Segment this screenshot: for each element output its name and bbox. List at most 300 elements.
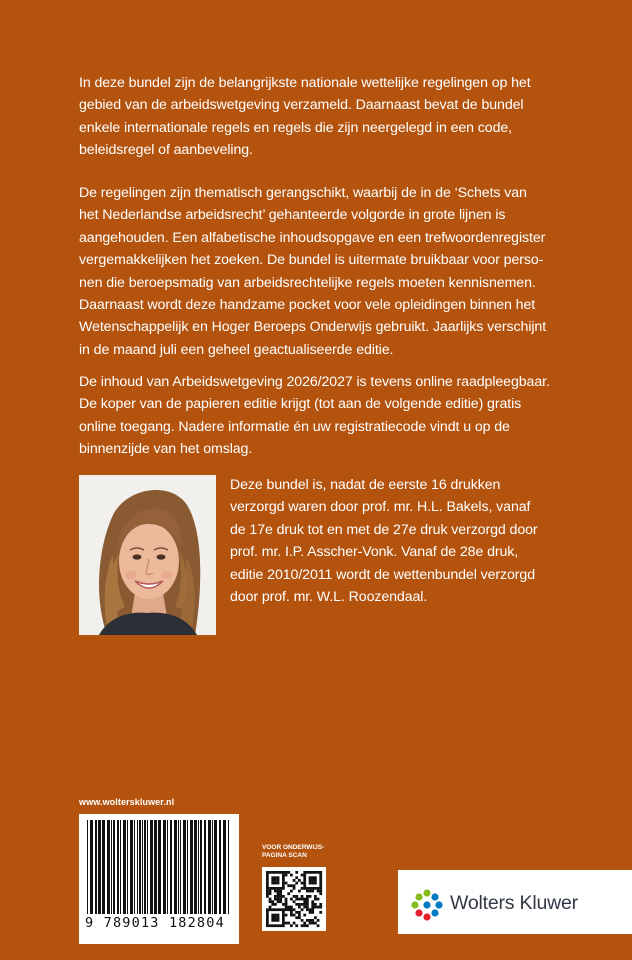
text-line: Deze bundel is, nadat de eerste 16 drukken bbox=[230, 477, 501, 493]
qr-module bbox=[311, 879, 314, 882]
qr-module bbox=[317, 887, 320, 890]
qr-module bbox=[282, 903, 285, 906]
barcode-bar bbox=[139, 820, 141, 914]
qr-module bbox=[293, 922, 296, 925]
qr-module bbox=[309, 876, 312, 879]
qr-module bbox=[266, 887, 269, 890]
qr-module bbox=[285, 898, 288, 901]
qr-module bbox=[277, 895, 280, 898]
qr-module bbox=[271, 903, 274, 906]
qr-module bbox=[274, 882, 277, 885]
qr-module bbox=[271, 924, 274, 927]
qr-module bbox=[306, 871, 309, 874]
qr-module bbox=[314, 871, 317, 874]
barcode-bar bbox=[167, 820, 168, 914]
qr-module bbox=[285, 874, 288, 877]
text-line: aangehouden. Een alfabetische inhoudsopgave en een trefwoordenregister bbox=[79, 229, 546, 246]
qr-module bbox=[277, 914, 280, 917]
qr-module bbox=[314, 922, 317, 925]
qr-module bbox=[271, 871, 274, 874]
qr-module bbox=[290, 906, 293, 909]
text-line: enkele internationale regels en regels die zijn neergelegd in een code, bbox=[79, 119, 513, 136]
barcode-bar bbox=[123, 820, 126, 914]
qr-module bbox=[269, 900, 272, 903]
qr-module bbox=[298, 890, 301, 893]
qr-module bbox=[274, 924, 277, 927]
barcode-bar bbox=[228, 820, 229, 914]
qr-module bbox=[290, 924, 293, 927]
text-line: beleidsregel of aanbeveling. bbox=[79, 142, 253, 159]
qr-module bbox=[311, 876, 314, 879]
barcode-bar bbox=[187, 820, 188, 914]
qr-module bbox=[309, 922, 312, 925]
qr-module bbox=[306, 895, 309, 898]
qr-module bbox=[285, 906, 288, 909]
qr-module bbox=[311, 908, 314, 911]
barcode-bar bbox=[98, 820, 101, 914]
qr-module bbox=[319, 879, 322, 882]
barcode-bar bbox=[158, 820, 161, 914]
qr-module bbox=[279, 871, 282, 874]
qr-module bbox=[269, 906, 272, 909]
qr-module bbox=[317, 898, 320, 901]
qr-module bbox=[277, 908, 280, 911]
qr-module bbox=[295, 916, 298, 919]
qr-module bbox=[303, 871, 306, 874]
qr-module bbox=[274, 879, 277, 882]
qr-module bbox=[303, 924, 306, 927]
text-line: Daarnaast wordt deze handzame pocket voor vele opleidingen binnen het bbox=[79, 297, 536, 314]
barcode-bar bbox=[130, 820, 133, 914]
qr-module bbox=[298, 903, 301, 906]
qr-module bbox=[303, 922, 306, 925]
qr-pattern bbox=[262, 867, 326, 931]
qr-module bbox=[319, 892, 322, 895]
qr-module bbox=[290, 898, 293, 901]
qr-module bbox=[266, 914, 269, 917]
qr-module bbox=[301, 924, 304, 927]
barcode-bars bbox=[87, 820, 231, 914]
barcode-bar bbox=[200, 820, 202, 914]
qr-module bbox=[309, 882, 312, 885]
qr-module bbox=[266, 911, 269, 914]
barcode-bar bbox=[219, 820, 221, 914]
barcode-bar bbox=[102, 820, 105, 914]
qr-module bbox=[285, 871, 288, 874]
qr-module bbox=[306, 908, 309, 911]
portrait-illustration bbox=[79, 475, 216, 635]
barcode-bar bbox=[144, 820, 146, 914]
qr-module bbox=[303, 914, 306, 917]
qr-module bbox=[306, 898, 309, 901]
qr-module bbox=[269, 908, 272, 911]
qr-module bbox=[303, 882, 306, 885]
text-line: verzorgd waren door prof. mr. H.L. Bakels, vanaf bbox=[230, 499, 531, 516]
text-line: De inhoud van Arbeidswetgeving 2026/2027 is tevens online raadpleegbaar. bbox=[79, 374, 550, 390]
qr-module bbox=[266, 890, 269, 893]
text-line: vergemakkelijken het zoeken. De bundel is uitermate bruikbaar voor perso- bbox=[79, 252, 544, 269]
qr-module bbox=[303, 898, 306, 901]
barcode-bar bbox=[223, 820, 226, 914]
qr-module bbox=[303, 906, 306, 909]
qr-module bbox=[295, 895, 298, 898]
qr-module bbox=[314, 879, 317, 882]
qr-module bbox=[311, 919, 314, 922]
qr-module bbox=[298, 916, 301, 919]
qr-code[interactable] bbox=[262, 867, 326, 931]
qr-module bbox=[285, 914, 288, 917]
qr-module bbox=[298, 898, 301, 901]
qr-module bbox=[277, 887, 280, 890]
qr-module bbox=[319, 884, 322, 887]
qr-module bbox=[309, 908, 312, 911]
qr-module bbox=[311, 922, 314, 925]
qr-module bbox=[309, 890, 312, 893]
qr-module bbox=[274, 898, 277, 901]
qr-module bbox=[279, 892, 282, 895]
qr-module bbox=[314, 887, 317, 890]
qr-module bbox=[269, 892, 272, 895]
qr-module bbox=[266, 922, 269, 925]
qr-module bbox=[282, 908, 285, 911]
qr-module bbox=[269, 898, 272, 901]
barcode-bar bbox=[190, 820, 193, 914]
qr-module bbox=[269, 890, 272, 893]
qr-module bbox=[266, 895, 269, 898]
qr-module bbox=[319, 876, 322, 879]
qr-module bbox=[277, 879, 280, 882]
barcode-bar bbox=[147, 820, 148, 914]
qr-module bbox=[306, 890, 309, 893]
qr-module bbox=[303, 903, 306, 906]
qr-module bbox=[287, 892, 290, 895]
qr-module bbox=[290, 884, 293, 887]
qr-module bbox=[319, 887, 322, 890]
qr-module bbox=[295, 876, 298, 879]
qr-module bbox=[274, 908, 277, 911]
qr-module bbox=[314, 882, 317, 885]
barcode-bar bbox=[137, 820, 138, 914]
qr-module bbox=[314, 898, 317, 901]
qr-module bbox=[311, 882, 314, 885]
qr-module bbox=[266, 874, 269, 877]
qr-module bbox=[285, 922, 288, 925]
qr-module bbox=[279, 908, 282, 911]
qr-module bbox=[319, 906, 322, 909]
qr-module bbox=[277, 871, 280, 874]
arrangement-paragraph bbox=[79, 182, 559, 361]
qr-module bbox=[301, 874, 304, 877]
qr-module bbox=[301, 919, 304, 922]
barcode-bar bbox=[107, 820, 110, 914]
qr-module bbox=[314, 895, 317, 898]
qr-module bbox=[301, 908, 304, 911]
qr-module bbox=[266, 871, 269, 874]
qr-module bbox=[279, 924, 282, 927]
barcode-bar bbox=[198, 820, 199, 914]
qr-module bbox=[285, 903, 288, 906]
qr-module bbox=[295, 911, 298, 914]
qr-module bbox=[277, 924, 280, 927]
qr-module bbox=[274, 916, 277, 919]
qr-module bbox=[295, 871, 298, 874]
qr-module bbox=[271, 876, 274, 879]
qr-module bbox=[279, 898, 282, 901]
barcode-bar bbox=[113, 820, 115, 914]
qr-module bbox=[293, 900, 296, 903]
publisher-name: Wolters Kluwer bbox=[450, 892, 578, 914]
qr-module bbox=[293, 914, 296, 917]
qr-module bbox=[287, 871, 290, 874]
barcode-bar bbox=[170, 820, 172, 914]
qr-module bbox=[311, 890, 314, 893]
qr-module bbox=[282, 882, 285, 885]
barcode-bar bbox=[204, 820, 206, 914]
qr-module bbox=[319, 890, 322, 893]
text-line: het Nederlandse arbeidsrecht’ gehanteerde volgorde in grote lijnen is bbox=[79, 207, 506, 224]
qr-module bbox=[309, 879, 312, 882]
qr-module bbox=[309, 887, 312, 890]
qr-module bbox=[295, 903, 298, 906]
qr-module bbox=[293, 879, 296, 882]
qr-module bbox=[306, 903, 309, 906]
qr-module bbox=[306, 924, 309, 927]
qr-module bbox=[282, 876, 285, 879]
qr-module bbox=[309, 911, 312, 914]
qr-module bbox=[298, 879, 301, 882]
barcode-bar bbox=[214, 820, 217, 914]
qr-module bbox=[277, 890, 280, 893]
qr-module bbox=[266, 882, 269, 885]
website-url[interactable]: www.wolterskluwer.nl bbox=[79, 797, 175, 807]
qr-module bbox=[282, 916, 285, 919]
isbn-barcode bbox=[79, 814, 239, 944]
barcode-bar bbox=[208, 820, 211, 914]
intro-paragraph bbox=[79, 72, 559, 162]
barcode-bar bbox=[134, 820, 135, 914]
qr-module bbox=[319, 871, 322, 874]
qr-module bbox=[282, 874, 285, 877]
text-line: gebied van de arbeidswetgeving verzameld. Daarnaast bevat de bundel bbox=[79, 97, 524, 114]
qr-module bbox=[295, 882, 298, 885]
barcode-bar bbox=[150, 820, 153, 914]
qr-module bbox=[306, 900, 309, 903]
qr-module bbox=[287, 922, 290, 925]
qr-module bbox=[269, 924, 272, 927]
qr-module bbox=[303, 879, 306, 882]
online-access-paragraph bbox=[79, 371, 559, 461]
qr-module bbox=[290, 908, 293, 911]
qr-module bbox=[301, 895, 304, 898]
qr-module bbox=[317, 890, 320, 893]
barcode-bar bbox=[142, 820, 143, 914]
qr-module bbox=[274, 919, 277, 922]
qr-module bbox=[317, 906, 320, 909]
qr-module bbox=[311, 903, 314, 906]
text-line: door prof. mr. W.L. Roozendaal. bbox=[230, 589, 428, 606]
qr-module bbox=[301, 882, 304, 885]
qr-module bbox=[279, 887, 282, 890]
qr-module bbox=[303, 876, 306, 879]
qr-module bbox=[277, 892, 280, 895]
qr-module bbox=[301, 903, 304, 906]
barcode-bar bbox=[178, 820, 179, 914]
qr-module bbox=[290, 890, 293, 893]
barcode-bar bbox=[174, 820, 177, 914]
qr-module bbox=[298, 914, 301, 917]
qr-module bbox=[303, 900, 306, 903]
qr-module bbox=[309, 919, 312, 922]
qr-label: VOOR ONDERWIJS- PAGINA SCAN bbox=[262, 844, 325, 859]
qr-module bbox=[274, 871, 277, 874]
barcode-bar bbox=[87, 820, 88, 914]
qr-module bbox=[298, 906, 301, 909]
qr-module bbox=[319, 903, 322, 906]
text-line: online toegang. Nadere informatie én uw registratiecode vindt u op de bbox=[79, 418, 510, 435]
qr-module bbox=[277, 882, 280, 885]
barcode-bar bbox=[111, 820, 112, 914]
barcode-bar bbox=[163, 820, 166, 914]
qr-module bbox=[282, 924, 285, 927]
qr-module bbox=[303, 884, 306, 887]
editor-portrait bbox=[79, 475, 216, 635]
qr-module bbox=[306, 887, 309, 890]
text-line: nen die beroepsmatig van arbeidsrechtelijke regels moeten kennisnemen. bbox=[79, 274, 536, 291]
qr-module bbox=[277, 916, 280, 919]
barcode-bar bbox=[180, 820, 181, 914]
barcode-bar bbox=[212, 820, 213, 914]
qr-module bbox=[282, 887, 285, 890]
qr-module bbox=[285, 882, 288, 885]
qr-module bbox=[301, 887, 304, 890]
qr-module bbox=[287, 884, 290, 887]
qr-module bbox=[311, 871, 314, 874]
qr-module bbox=[282, 871, 285, 874]
qr-module bbox=[279, 895, 282, 898]
qr-module bbox=[271, 914, 274, 917]
qr-module bbox=[317, 871, 320, 874]
qr-module bbox=[298, 911, 301, 914]
qr-module bbox=[293, 884, 296, 887]
wolters-kluwer-logo-icon bbox=[410, 888, 444, 922]
qr-module bbox=[271, 919, 274, 922]
text-line: De regelingen zijn thematisch gerangschikt, waarbij de in de ‘Schets van bbox=[79, 185, 527, 201]
qr-module bbox=[277, 900, 280, 903]
qr-module bbox=[282, 884, 285, 887]
qr-module bbox=[317, 924, 320, 927]
qr-module bbox=[314, 903, 317, 906]
qr-module bbox=[311, 906, 314, 909]
qr-module bbox=[271, 900, 274, 903]
qr-module bbox=[306, 906, 309, 909]
barcode-bar bbox=[127, 820, 128, 914]
qr-module bbox=[311, 900, 314, 903]
qr-module bbox=[309, 895, 312, 898]
qr-module bbox=[282, 895, 285, 898]
qr-module bbox=[266, 924, 269, 927]
qr-module bbox=[282, 911, 285, 914]
text-line: De koper van de papieren editie krijgt (tot aan de volgende editie) gratis bbox=[79, 396, 522, 413]
qr-module bbox=[317, 919, 320, 922]
qr-module bbox=[266, 884, 269, 887]
barcode-bar bbox=[90, 820, 93, 914]
barcode-bar bbox=[95, 820, 97, 914]
qr-module bbox=[271, 882, 274, 885]
qr-module bbox=[266, 908, 269, 911]
qr-module bbox=[277, 876, 280, 879]
qr-module bbox=[287, 906, 290, 909]
qr-module bbox=[274, 890, 277, 893]
qr-module bbox=[282, 879, 285, 882]
text-line: in de maand juli een geheel geactualiseerde editie. bbox=[79, 341, 394, 358]
qr-module bbox=[269, 871, 272, 874]
qr-module bbox=[293, 895, 296, 898]
text-line: In deze bundel zijn de belangrijkste nationale wettelijke regelingen op het bbox=[79, 75, 531, 91]
qr-module bbox=[319, 874, 322, 877]
text-line: prof. mr. I.P. Asscher-Vonk. Vanaf de 28e druk, bbox=[230, 544, 519, 561]
barcode-bar bbox=[183, 820, 186, 914]
qr-module bbox=[269, 887, 272, 890]
qr-module bbox=[319, 911, 322, 914]
qr-module bbox=[277, 919, 280, 922]
qr-module bbox=[290, 914, 293, 917]
qr-module bbox=[266, 892, 269, 895]
barcode-bar bbox=[194, 820, 197, 914]
qr-module bbox=[274, 887, 277, 890]
qr-module bbox=[314, 876, 317, 879]
qr-module bbox=[277, 898, 280, 901]
text-line: de 17e druk tot en met de 27e druk verzorgd door bbox=[230, 521, 538, 538]
qr-module bbox=[301, 898, 304, 901]
qr-module bbox=[266, 919, 269, 922]
isbn-number: 9 789013 182804 bbox=[85, 915, 225, 931]
qr-module bbox=[314, 906, 317, 909]
text-line: editie 2010/2011 wordt de wettenbundel verzorgd bbox=[230, 566, 536, 583]
barcode-bar bbox=[117, 820, 119, 914]
publisher-logo bbox=[398, 870, 632, 934]
qr-module bbox=[274, 895, 277, 898]
qr-module bbox=[295, 898, 298, 901]
qr-module bbox=[285, 900, 288, 903]
text-line: Wetenschappelijk en Hoger Beroeps Onderwijs gebruikt. Jaarlijks verschijnt bbox=[79, 319, 547, 336]
barcode-bar bbox=[120, 820, 121, 914]
qr-module bbox=[303, 887, 306, 890]
qr-module bbox=[303, 874, 306, 877]
qr-module bbox=[271, 879, 274, 882]
qr-module bbox=[274, 876, 277, 879]
qr-module bbox=[309, 871, 312, 874]
qr-module bbox=[271, 916, 274, 919]
qr-module bbox=[306, 919, 309, 922]
qr-module bbox=[279, 900, 282, 903]
text-line: binnenzijde van het omslag. bbox=[79, 441, 253, 458]
qr-module bbox=[274, 903, 277, 906]
qr-module bbox=[266, 879, 269, 882]
qr-module bbox=[285, 908, 288, 911]
qr-module bbox=[290, 911, 293, 914]
qr-module bbox=[282, 914, 285, 917]
qr-module bbox=[295, 924, 298, 927]
qr-module bbox=[266, 876, 269, 879]
qr-module bbox=[311, 911, 314, 914]
qr-module bbox=[282, 919, 285, 922]
editors-paragraph bbox=[230, 474, 560, 608]
qr-module bbox=[271, 908, 274, 911]
qr-module bbox=[290, 874, 293, 877]
barcode-bar bbox=[154, 820, 157, 914]
qr-module bbox=[293, 908, 296, 911]
qr-module bbox=[271, 887, 274, 890]
